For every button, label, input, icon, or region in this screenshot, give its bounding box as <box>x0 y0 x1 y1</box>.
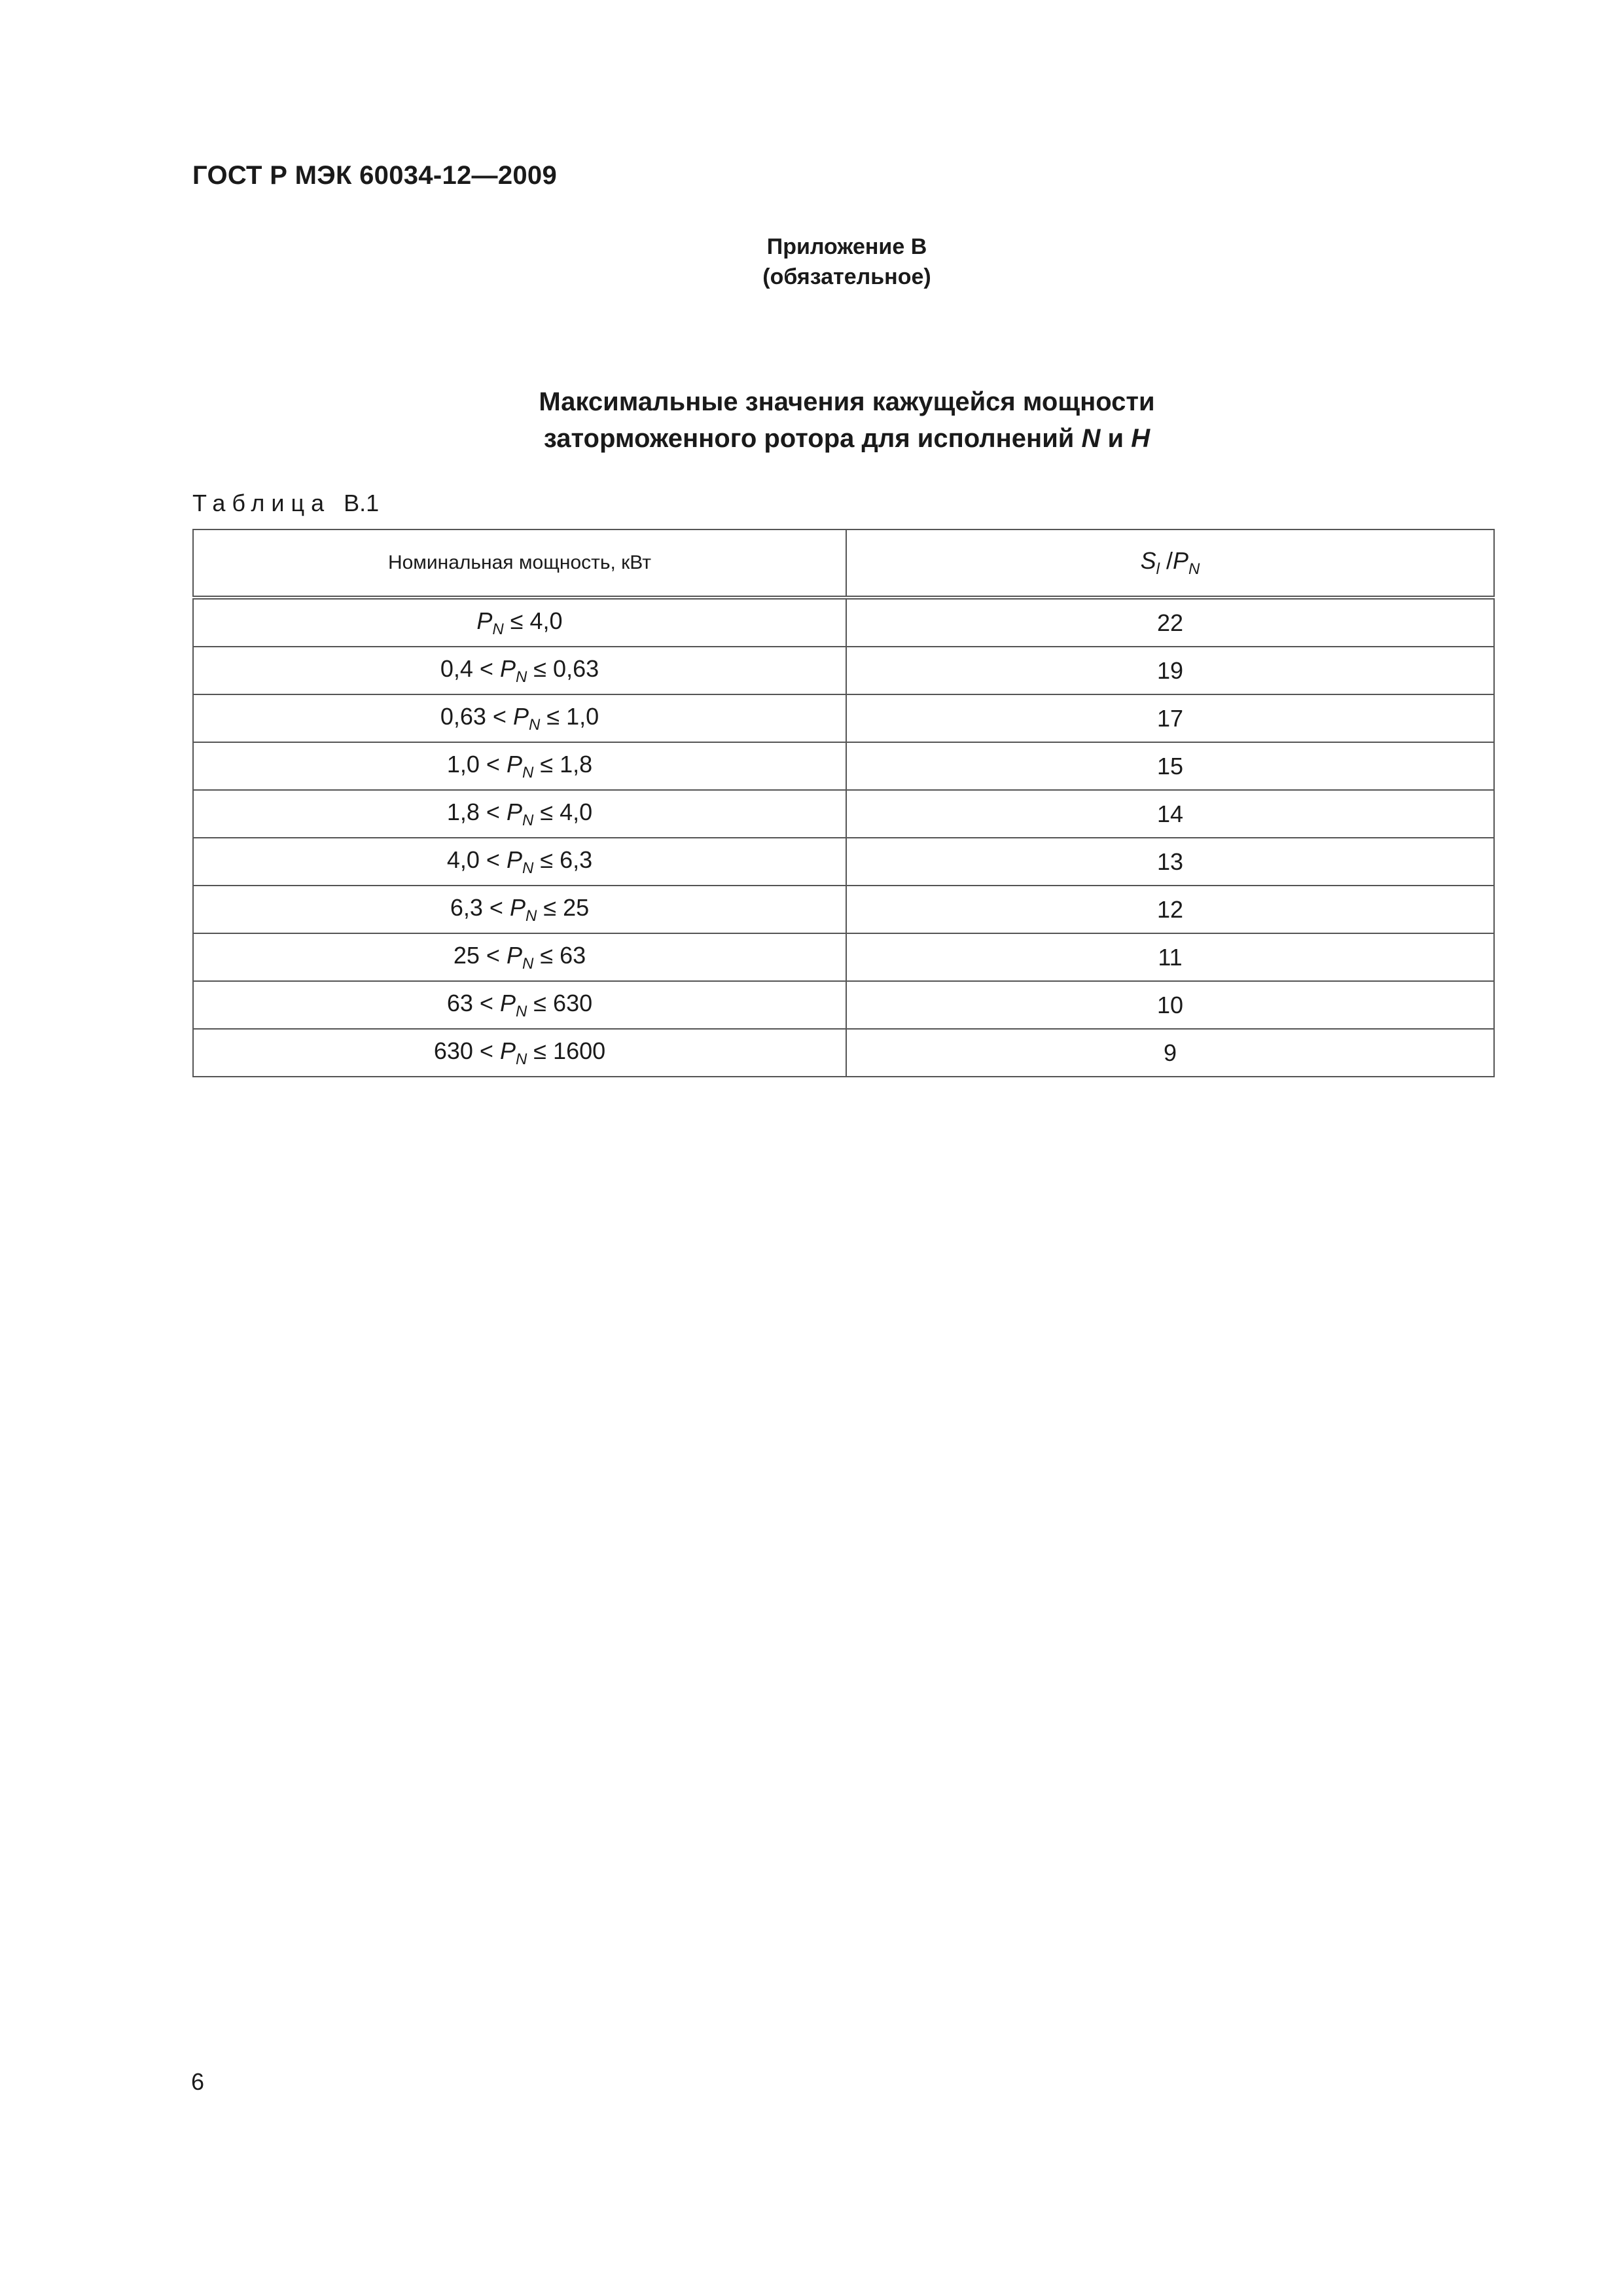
ratio-value-cell: 11 <box>846 933 1494 981</box>
range-variable-subscript: N <box>525 906 537 925</box>
table-row <box>193 742 1494 790</box>
range-lower-bound: 0,4 < <box>440 655 500 682</box>
range-variable-subscript: N <box>515 668 527 686</box>
rated-power-range-cell <box>193 933 846 981</box>
table-caption <box>192 490 379 517</box>
section-heading-line2 <box>192 420 1501 457</box>
rated-power-range-cell <box>193 790 846 838</box>
ratio-value-cell: 17 <box>846 694 1494 742</box>
table-row <box>193 886 1494 933</box>
range-variable-subscript: N <box>522 811 534 829</box>
range-variable-subscript: N <box>522 859 534 877</box>
range-upper-bound: ≤ 25 <box>537 893 590 921</box>
range-upper-bound: ≤ 63 <box>533 941 586 969</box>
range-variable-subscript: N <box>528 715 541 734</box>
ratio-p: P <box>1173 547 1189 574</box>
range-variable-subscript: N <box>515 1002 527 1020</box>
power-ratio-table <box>192 529 1495 1077</box>
ratio-value-cell: 22 <box>846 598 1494 647</box>
range-variable: P <box>499 1037 516 1064</box>
annex-status: (обязательное) <box>762 264 931 289</box>
table-body <box>193 598 1494 1077</box>
table-row <box>193 981 1494 1029</box>
range-variable: P <box>499 655 516 682</box>
ratio-slash: / <box>1159 547 1173 574</box>
rated-power-range-cell <box>193 742 846 790</box>
table-row <box>193 598 1494 647</box>
rated-power-range-cell <box>193 694 846 742</box>
range-upper-bound: ≤ 630 <box>527 989 593 1016</box>
heading-var-n: N <box>1081 424 1101 453</box>
range-upper-bound: ≤ 0,63 <box>527 655 599 682</box>
range-upper-bound: ≤ 4,0 <box>503 607 563 634</box>
range-lower-bound: 4,0 < <box>446 846 507 873</box>
ratio-value-cell: 15 <box>846 742 1494 790</box>
range-lower-bound: 0,63 < <box>440 702 513 730</box>
table-row <box>193 790 1494 838</box>
ratio-value-cell: 12 <box>846 886 1494 933</box>
rated-power-range-cell <box>193 886 846 933</box>
ratio-value-cell: 19 <box>846 647 1494 694</box>
range-variable: P <box>506 941 522 969</box>
range-lower-bound: 6,3 < <box>450 893 510 921</box>
rated-power-range-cell <box>193 1029 846 1077</box>
range-lower-bound: 1,0 < <box>446 750 507 778</box>
range-variable-subscript: N <box>515 1050 527 1068</box>
ratio-value-cell: 14 <box>846 790 1494 838</box>
table-row <box>193 838 1494 886</box>
rated-power-range-cell <box>193 598 846 647</box>
range-lower-bound: 25 < <box>453 941 507 969</box>
heading-and: и <box>1100 424 1132 453</box>
range-variable-subscript: N <box>522 954 534 973</box>
range-variable-subscript: N <box>522 763 534 781</box>
range-lower-bound: 1,8 < <box>446 798 507 825</box>
table-row <box>193 933 1494 981</box>
page-number: 6 <box>191 2068 205 2095</box>
section-heading-line1: Максимальные значения кажущейся мощности <box>539 387 1155 416</box>
range-upper-bound: ≤ 1600 <box>527 1037 606 1064</box>
ratio-value-cell: 9 <box>846 1029 1494 1077</box>
range-upper-bound: ≤ 6,3 <box>533 846 593 873</box>
range-lower-bound: 630 < <box>433 1037 500 1064</box>
table-header-row <box>193 529 1494 598</box>
range-variable: P <box>476 607 493 634</box>
table-caption-number: В.1 <box>344 490 380 516</box>
range-variable: P <box>506 750 522 778</box>
document-header: ГОСТ Р МЭК 60034-12—2009 <box>192 161 558 190</box>
range-variable: P <box>506 846 522 873</box>
column-header-rated-power: Номинальная мощность, кВт <box>193 529 846 598</box>
range-variable: P <box>506 798 522 825</box>
ratio-value-cell: 13 <box>846 838 1494 886</box>
table-row <box>193 694 1494 742</box>
heading-var-h: H <box>1131 424 1150 453</box>
ratio-p-sub: N <box>1188 560 1200 578</box>
column-header-ratio <box>846 529 1494 598</box>
range-upper-bound: ≤ 1,0 <box>540 702 599 730</box>
range-upper-bound: ≤ 4,0 <box>533 798 593 825</box>
rated-power-range-cell <box>193 647 846 694</box>
rated-power-range-cell <box>193 981 846 1029</box>
range-upper-bound: ≤ 1,8 <box>533 750 593 778</box>
range-variable: P <box>512 702 529 730</box>
rated-power-range-cell <box>193 838 846 886</box>
range-variable-subscript: N <box>492 620 504 638</box>
ratio-s-sub: l <box>1156 560 1160 578</box>
table-row <box>193 1029 1494 1077</box>
range-variable: P <box>499 989 516 1016</box>
table-row <box>193 647 1494 694</box>
ratio-s: S <box>1140 547 1156 574</box>
annex-title: Приложение В <box>766 234 927 259</box>
table-caption-word: Таблица <box>192 490 331 516</box>
heading-text: заторможенного ротора для исполнений <box>543 424 1082 453</box>
range-variable: P <box>509 893 526 921</box>
range-lower-bound: 63 < <box>446 989 500 1016</box>
ratio-value-cell: 10 <box>846 981 1494 1029</box>
